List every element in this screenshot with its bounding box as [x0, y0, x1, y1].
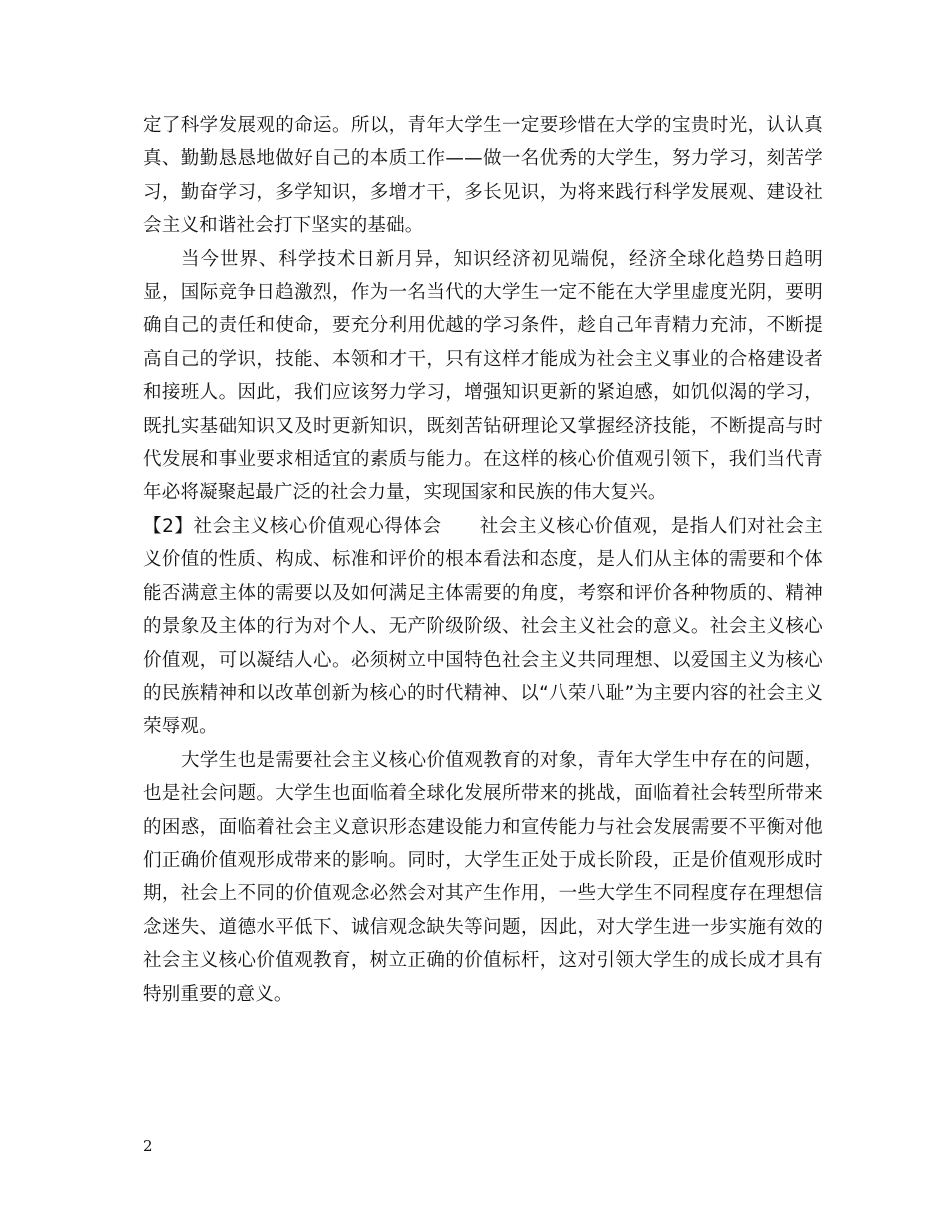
section-heading: 【2】社会主义核心价值观心得体会 [143, 515, 442, 537]
paragraph-1: 定了科学发展观的命运。所以，青年大学生一定要珍惜在大学的宝贵时光，认认真真、勤勤恳恳地做好自己的本质工作——做一名优秀的大学生，努力学习，刻苦学习，勤奋学习，多学知识，多增才干，多长见识，为将来践行科学发展观、建设社会主义和谐社会打下坚实的基础。 [143, 115, 823, 237]
paragraph-3-text: 社会主义核心价值观，是指人们对社会主义价值的性质、构成、标准和评价的根本看法和态度，是人们从主体的需要和个体能否满意主体的需要以及如何满足主体需要的角度，考察和评价各种物质的、精神的景象及主体的行为对个人、无产阶级阶级、社会主义社会的意义。社会主义核心价值观，可以凝结人心。必须树立中国特色社会主义共同理想、以爱国主义为核心的民族精神和以改革创新为核心的时代精神、以“八荣八耻”为主要内容的社会主义荣辱观。 [143, 515, 823, 738]
paragraph-2: 当今世界、科学技术日新月异，知识经济初见端倪，经济全球化趋势日趋明显，国际竞争日趋激烈，作为一名当代的大学生一定不能在大学里虚度光阴，要明确自己的责任和使命，要充分利用优越的学习条件，趁自己年青精力充沛，不断提高自己的学识，技能、本领和才干，只有这样才能成为社会主义事业的合格建设者和接班人。因此，我们应该努力学习，增强知识更新的紧迫感，如饥似渴的学习，既扎实基础知识又及时更新知识，既刻苦钻研理论又掌握经济技能，不断提高与时代发展和事业要求相适宜的素质与能力。在这样的核心价值观引领下，我们当代青年必将凝聚起最广泛的社会力量，实现国家和民族的伟大复兴。 [143, 248, 823, 504]
paragraph-4: 大学生也是需要社会主义核心价值观教育的对象，青年大学生中存在的问题，也是社会问题。大学生也面临着全球化发展所带来的挑战，面临着社会转型所带来的困惑，面临着社会主义意识形态建设能力和宣传能力与社会发展需要不平衡对他们正确价值观形成带来的影响。同时，大学生正处于成长阶段，正是价值观形成时期，社会上不同的价值观念必然会对其产生作用，一些大学生不同程度存在理想信念迷失、道德水平低下、诚信观念缺失等问题，因此，对大学生进一步实施有效的社会主义核心价值观教育，树立正确的价值标杆，这对引领大学生的成长成才具有特别重要的意义。 [143, 749, 823, 1005]
paragraph-3 [143, 510, 823, 744]
page-number: 2 [143, 1137, 153, 1155]
document-body [143, 109, 823, 1011]
